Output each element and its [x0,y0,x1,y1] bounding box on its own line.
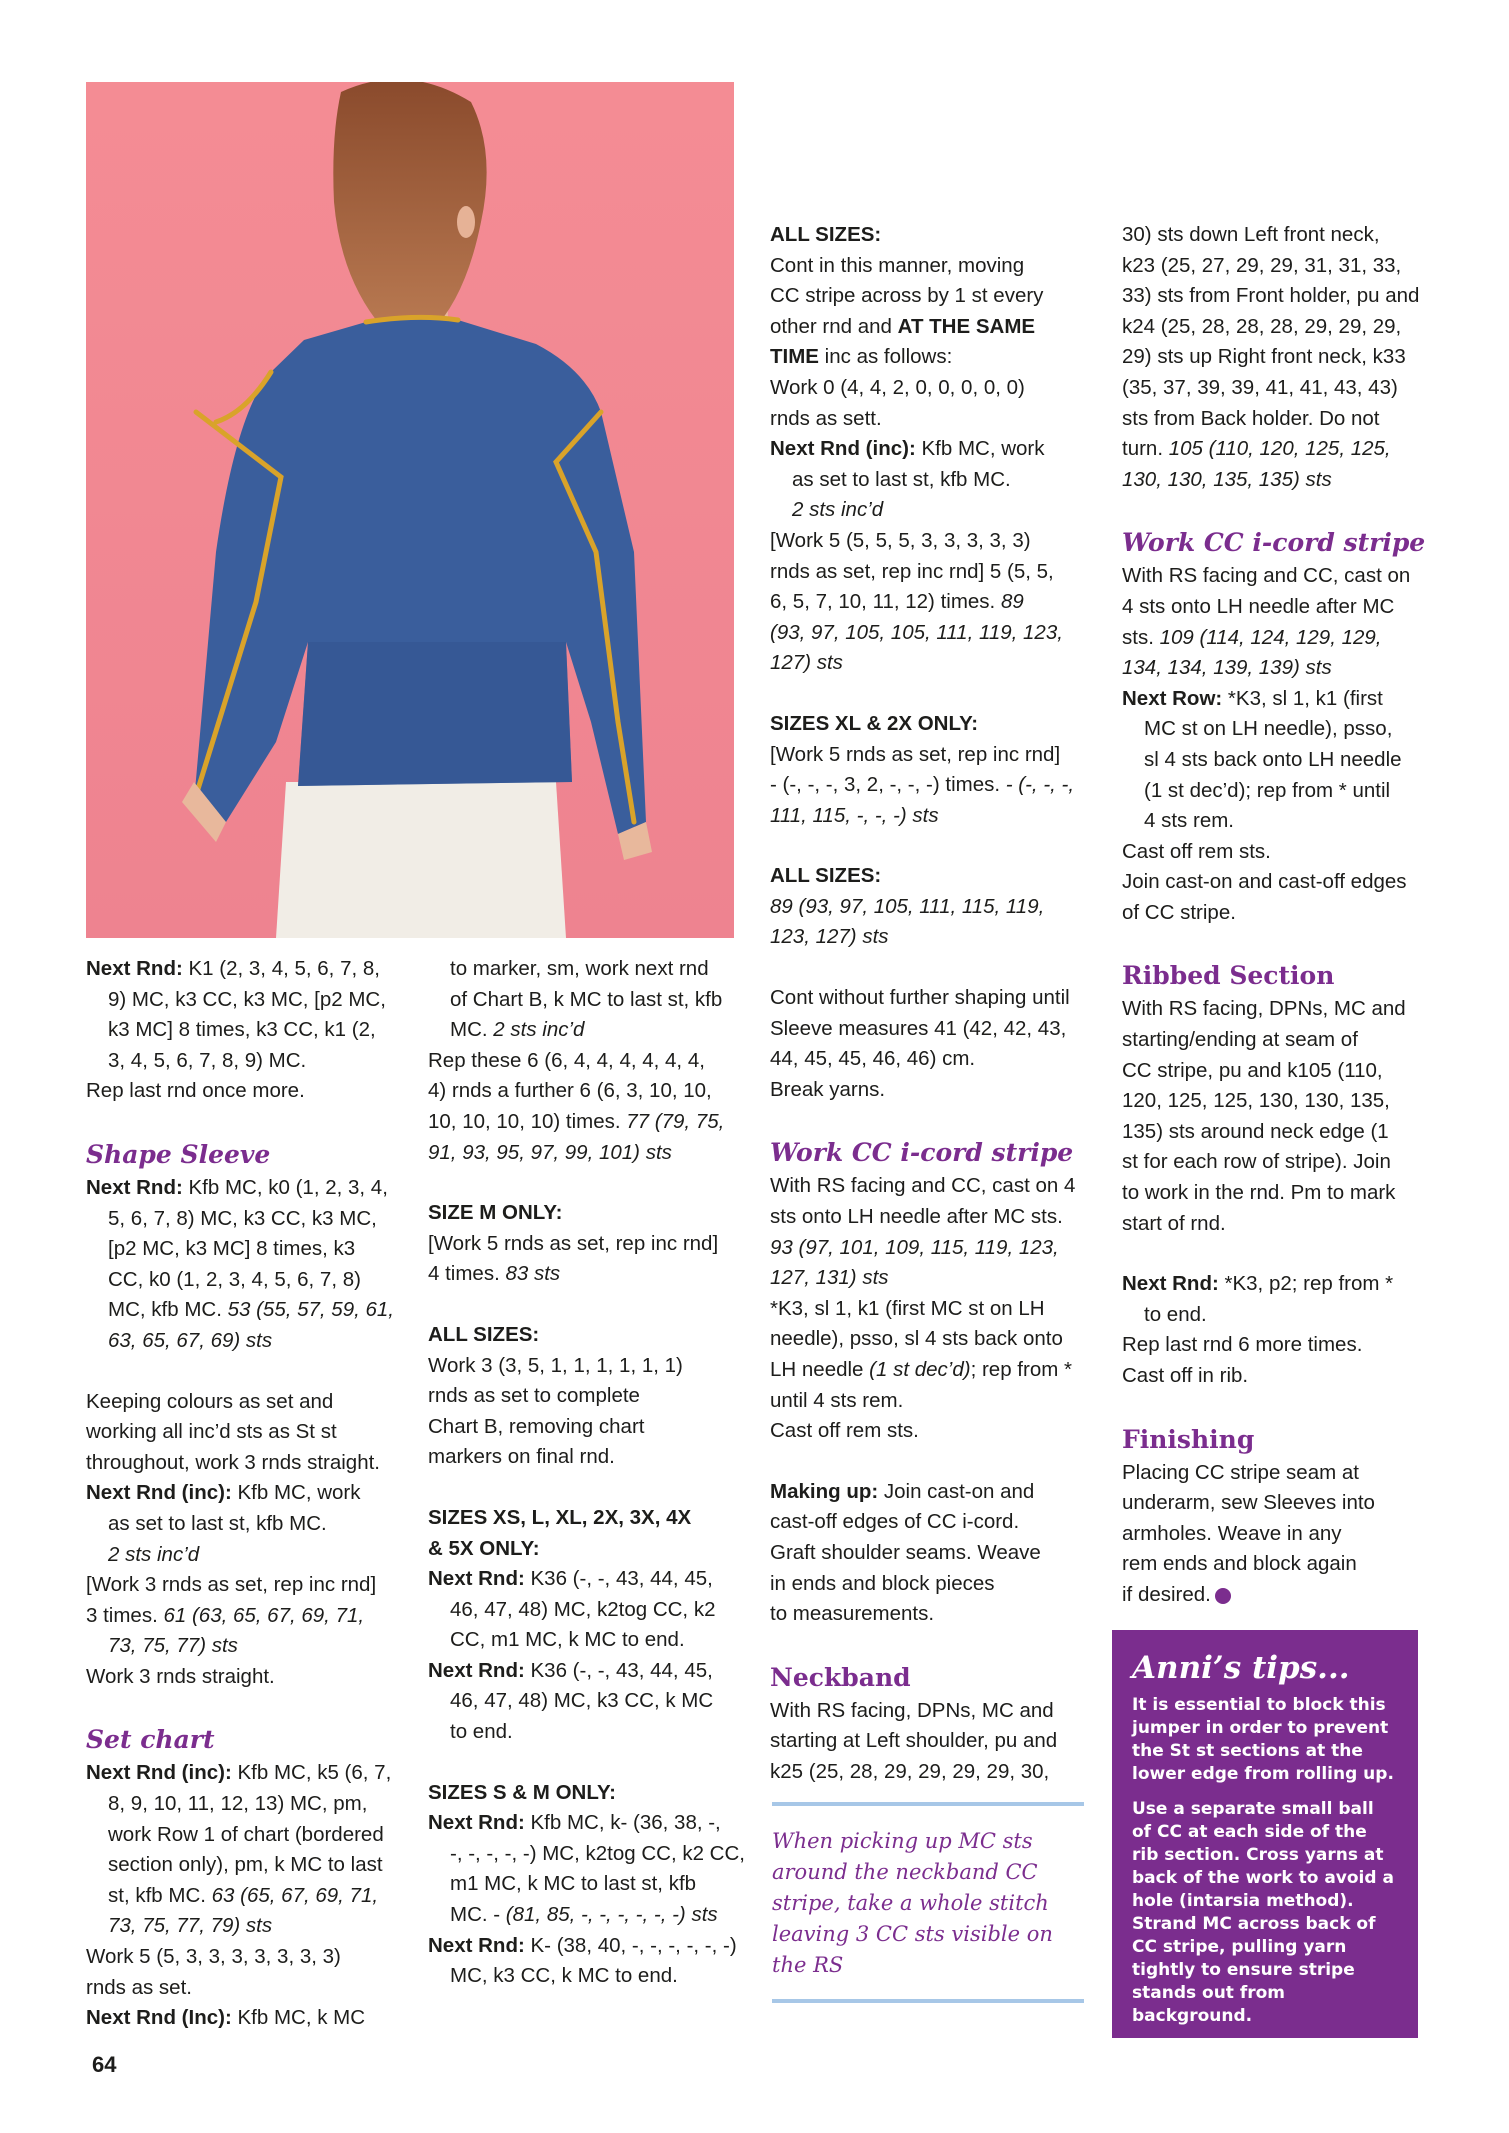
pattern-line: rnds as set to complete [428,1384,640,1408]
pattern-line: Next Row: *K3, sl 1, k1 (first [1122,686,1383,710]
pattern-line: 6, 5, 7, 10, 11, 12) times. 89 [770,590,1024,614]
pattern-line: to marker, sm, work next rnd [450,957,709,980]
pattern-line: [Work 5 rnds as set, rep inc rnd] [770,742,1061,766]
pattern-line: SIZES S & M ONLY: [428,1780,616,1804]
pattern-line: Next Rnd (Inc): Kfb MC, k MC [86,2006,366,2030]
pattern-line: Rep last rnd 6 more times. [1122,1333,1363,1357]
column-4 [1122,220,1442,1611]
pattern-line: 111, 115, -, -, -) sts [770,803,939,827]
pattern-line: Sleeve measures 41 (42, 42, 43, [770,1016,1067,1040]
pattern-line: 130, 130, 135, 135) sts [1122,467,1332,491]
pattern-line: [p2 MC, k3 MC] 8 times, k3 [108,1237,356,1261]
pattern-line: to end. [1144,1302,1207,1326]
pattern-line: 44, 45, 45, 46, 46) cm. [770,1047,976,1071]
pattern-line: section only), pm, k MC to last [108,1853,383,1877]
pattern-line: Making up: Join cast-on and [770,1479,1035,1503]
section-heading: Work CC i-cord stripe [770,1138,1074,1168]
pattern-line: 46, 47, 48) MC, k3 CC, k MC [450,1689,714,1713]
tips-paragraph-1: It is essential to block this jumper in order to prevent the St st sections at the lower edge from rolling up. [1132,1695,1394,1784]
pattern-line: Join cast-on and cast-off edges [1122,870,1407,894]
tips-box [1112,1630,1418,2038]
pattern-line: Next Rnd: *K3, p2; rep from * [1122,1272,1394,1296]
spacer [1122,1392,1442,1422]
spacer [770,1447,1100,1477]
spacer [428,1748,758,1778]
pattern-line: sts onto LH needle after MC sts. [770,1205,1063,1229]
pattern-line: Next Rnd (inc): Kfb MC, work [770,437,1045,461]
pattern-line: CC, k0 (1, 2, 3, 4, 5, 6, 7, 8) [108,1267,361,1291]
pattern-line: 46, 47, 48) MC, k2tog CC, k2 [450,1597,716,1621]
spacer [86,1692,416,1722]
pattern-line: 5, 6, 7, 8) MC, k3 CC, k3 MC, [108,1206,377,1230]
pattern-line: st, kfb MC. 63 (65, 67, 69, 71, [108,1883,379,1907]
section-heading: Neckband [770,1662,911,1692]
pattern-line: rnds as set. [86,1975,192,1999]
pattern-line: 127) sts [770,651,843,675]
pattern-line: Chart B, removing chart [428,1414,645,1438]
pattern-line: 120, 125, 125, 130, 130, 135, [1122,1089,1390,1113]
pattern-line: 8, 9, 10, 11, 12, 13) MC, pm, [108,1792,368,1816]
pattern-line: as set to last st, kfb MC. [792,467,1011,491]
pattern-line: of Chart B, k MC to last st, kfb [450,987,723,1011]
pattern-line: Next Rnd (inc): Kfb MC, work [86,1481,361,1505]
pattern-line: ALL SIZES: [770,223,882,246]
pattern-line: st for each row of stripe). Join [1122,1150,1391,1174]
pattern-line: rnds as sett. [770,406,882,430]
pattern-line: 33) sts from Front holder, pu and [1122,284,1420,308]
section-heading: Set chart [86,1725,215,1755]
pattern-line: & 5X ONLY: [428,1536,540,1560]
pattern-line: Next Rnd: K- (38, 40, -, -, -, -, -, -) [428,1933,737,1957]
pattern-line: MC, kfb MC. 53 (55, 57, 59, 61, [108,1298,394,1322]
section-heading: Ribbed Section [1122,961,1335,991]
spacer [770,1105,1100,1135]
pattern-line: markers on final rnd. [428,1445,615,1469]
spacer [428,1473,758,1503]
pattern-line: work Row 1 of chart (bordered [108,1822,384,1846]
pattern-line: 3 times. 61 (63, 65, 67, 69, 71, [86,1603,365,1627]
pattern-line: With RS facing, DPNs, MC and [770,1698,1054,1722]
pattern-line: starting/ending at seam of [1122,1028,1358,1052]
pattern-line: Cont without further shaping until [770,986,1070,1010]
pattern-line: 73, 75, 77) sts [108,1634,238,1658]
pattern-line: SIZES XS, L, XL, 2X, 3X, 4X [428,1505,692,1529]
pattern-line: sts. 109 (114, 124, 129, 129, [1122,625,1382,649]
pattern-line: of CC stripe. [1122,900,1236,924]
pattern-line: needle), psso, sl 4 sts back onto [770,1327,1063,1351]
pattern-line: CC stripe, pu and k105 (110, [1122,1058,1383,1082]
section-heading: Work CC i-cord stripe [1122,528,1426,558]
pattern-line: rnds as set, rep inc rnd] 5 (5, 5, [770,559,1054,583]
pattern-line: underarm, sew Sleeves into [1122,1491,1375,1515]
spacer [1122,928,1442,958]
tips-title: Anni’s tips... [1132,1650,1350,1686]
pattern-line: Work 5 (5, 3, 3, 3, 3, 3, 3, 3) [86,1945,341,1969]
pattern-line: ALL SIZES: [428,1322,540,1346]
pattern-line: With RS facing and CC, cast on 4 [770,1174,1076,1198]
pattern-line: Work 3 rnds straight. [86,1664,275,1688]
pattern-line: k23 (25, 27, 29, 29, 31, 31, 33, [1122,253,1402,277]
pattern-line: Cast off rem sts. [770,1419,919,1443]
pattern-line: CC, m1 MC, k MC to end. [450,1628,685,1652]
pattern-line: TIME inc as follows: [770,345,953,369]
pattern-line: Next Rnd (inc): Kfb MC, k5 (6, 7, [86,1761,392,1785]
pattern-line: turn. 105 (110, 120, 125, 125, [1122,437,1391,461]
pattern-line: (1 st dec’d); rep from * until [1144,778,1391,802]
pattern-line: other rnd and AT THE SAME [770,314,1036,338]
tips-paragraph-2: Use a separate small ball of CC at each side of the rib section. Cross yarns at back of the work to avoid a hole (intarsia method). Strand MC across back of CC stripe, pulling yarn tightly to ensure stripe stands out from background. [1132,1799,1394,2026]
pattern-line: *K3, sl 1, k1 (first MC st on LH [770,1296,1045,1320]
pattern-line: 4 sts rem. [1144,809,1234,833]
pattern-line: as set to last st, kfb MC. [108,1511,327,1535]
column-2 [428,954,758,1992]
pattern-line: 89 (93, 97, 105, 111, 115, 119, [770,894,1045,918]
spacer [770,1630,1100,1660]
pattern-line: Break yarns. [770,1077,886,1101]
pattern-line: working all inc’d sts as St st [86,1420,337,1444]
column-3 [770,220,1100,1788]
pattern-line: SIZES XL & 2X ONLY: [770,711,979,735]
pattern-line: Next Rnd: Kfb MC, k0 (1, 2, 3, 4, [86,1175,388,1199]
column-1 [86,954,416,2034]
pattern-line: (35, 37, 39, 39, 41, 41, 43, 43) [1122,375,1398,399]
pattern-line: if desired. [1122,1580,1442,1611]
pattern-line: -, -, -, -, -) MC, k2tog CC, k2 CC, [450,1841,745,1865]
pattern-line: 9) MC, k3 CC, k3 MC, [p2 MC, [108,987,386,1011]
spacer [428,1168,758,1198]
pattern-line: 134, 134, 139, 139) sts [1122,656,1332,680]
pattern-line: With RS facing, DPNs, MC and [1122,997,1406,1021]
pattern-line: 4 times. 83 sts [428,1262,561,1286]
pattern-line: in ends and block pieces [770,1571,995,1595]
pattern-line: CC stripe across by 1 st every [770,284,1044,308]
section-heading: Shape Sleeve [86,1139,271,1169]
pattern-line: 3, 4, 5, 6, 7, 8, 9) MC. [108,1048,307,1072]
pattern-line: 4) rnds a further 6 (6, 3, 10, 10, [428,1079,712,1103]
pattern-line: Cont in this manner, moving [770,253,1025,277]
pattern-line: rem ends and block again [1122,1552,1357,1576]
pattern-line: MC. - (81, 85, -, -, -, -, -, -) sts [450,1903,718,1927]
pattern-line: Rep last rnd once more. [86,1079,305,1103]
pattern-line: Cast off rem sts. [1122,839,1271,863]
pattern-line: Graft shoulder seams. Weave [770,1540,1041,1564]
pattern-line: 29) sts up Right front neck, k33 [1122,345,1406,369]
pattern-line: k24 (25, 28, 28, 28, 29, 29, 29, [1122,314,1402,338]
pattern-line: k3 MC] 8 times, k3 CC, k1 (2, [108,1018,376,1042]
pattern-line: 4 sts onto LH needle after MC [1122,594,1395,618]
pattern-line: MC. 2 sts inc’d [450,1018,585,1042]
pattern-line: - (-, -, -, 3, 2, -, -, -) times. - (-, -, -, [770,773,1075,797]
pattern-line: 127, 131) sts [770,1266,889,1290]
pattern-line: 73, 75, 77, 79) sts [108,1914,273,1938]
spacer [428,1290,758,1320]
pattern-line: Placing CC stripe seam at [1122,1460,1359,1484]
pattern-line: throughout, work 3 rnds straight. [86,1450,380,1474]
pattern-line: sl 4 sts back onto LH needle [1144,747,1402,771]
pattern-line: 91, 93, 95, 97, 99, 101) sts [428,1140,672,1164]
spacer [770,679,1100,709]
spacer [86,1107,416,1137]
section-heading: Finishing [1122,1424,1255,1454]
spacer [1122,495,1442,525]
pattern-line: 2 sts inc’d [108,1542,200,1566]
pattern-line: Keeping colours as set and [86,1389,334,1413]
pattern-line: Next Rnd: Kfb MC, k- (36, 38, -, [428,1811,721,1835]
pattern-line: to end. [450,1720,513,1744]
pattern-line: cast-off edges of CC i-cord. [770,1510,1020,1534]
pattern-line: start of rnd. [1122,1211,1226,1235]
pattern-line: With RS facing and CC, cast on [1122,564,1411,588]
pattern-line: to work in the rnd. Pm to mark [1122,1181,1396,1205]
pull-quote: When picking up MC sts around the neckband CC stripe, take a whole stitch leaving 3 CC sts visible on the RS [772,1802,1084,2003]
pattern-line: m1 MC, k MC to last st, kfb [450,1872,697,1896]
pattern-line: 2 sts inc’d [792,498,884,522]
pattern-line: 135) sts around neck edge (1 [1122,1119,1389,1143]
pattern-line: 30) sts down Left front neck, [1122,223,1380,246]
pattern-line: Rep these 6 (6, 4, 4, 4, 4, 4, 4, [428,1048,705,1072]
pattern-line: starting at Left shoulder, pu and [770,1729,1058,1753]
pattern-line: until 4 sts rem. [770,1388,904,1412]
pattern-line: LH needle (1 st dec’d); rep from * [770,1358,1072,1381]
page-number: 64 [92,2052,117,2077]
pattern-line: [Work 5 rnds as set, rep inc rnd] [428,1231,719,1255]
pattern-line: 93 (97, 101, 109, 115, 119, 123, [770,1235,1059,1259]
pattern-line: 10, 10, 10, 10) times. 77 (79, 75, [428,1109,725,1133]
spacer [86,1357,416,1387]
pattern-line: to measurements. [770,1602,935,1626]
pattern-line: [Work 3 rnds as set, rep inc rnd] [86,1573,377,1597]
pattern-line: Next Rnd: K36 (-, -, 43, 44, 45, [428,1567,713,1591]
pattern-line: 123, 127) sts [770,925,889,949]
spacer [1122,1239,1442,1269]
yarn-ball-icon [1215,1588,1231,1604]
spacer [770,831,1100,861]
pattern-line: Next Rnd: K36 (-, -, 43, 44, 45, [428,1658,713,1682]
pattern-line: sts from Back holder. Do not [1122,406,1380,430]
pattern-line: armholes. Weave in any [1122,1521,1342,1545]
pattern-line: Work 3 (3, 5, 1, 1, 1, 1, 1, 1) [428,1353,683,1377]
pattern-line: 63, 65, 67, 69) sts [108,1328,273,1352]
pattern-line: k25 (25, 28, 29, 29, 29, 29, 30, [770,1759,1050,1783]
spacer [770,953,1100,983]
pattern-line: [Work 5 (5, 5, 5, 3, 3, 3, 3, 3) [770,528,1031,552]
pattern-line: (93, 97, 105, 105, 111, 119, 123, [770,620,1063,644]
pattern-line: Work 0 (4, 4, 2, 0, 0, 0, 0, 0) [770,375,1025,399]
pattern-line: ALL SIZES: [770,864,882,888]
photo-woman-back-jumper [86,82,734,938]
pattern-line: MC st on LH needle), psso, [1144,717,1393,741]
pattern-line: SIZE M ONLY: [428,1201,563,1225]
pattern-line: Next Rnd: K1 (2, 3, 4, 5, 6, 7, 8, [86,957,380,980]
pattern-line: MC, k3 CC, k MC to end. [450,1964,678,1988]
pattern-line: Cast off in rib. [1122,1364,1249,1387]
